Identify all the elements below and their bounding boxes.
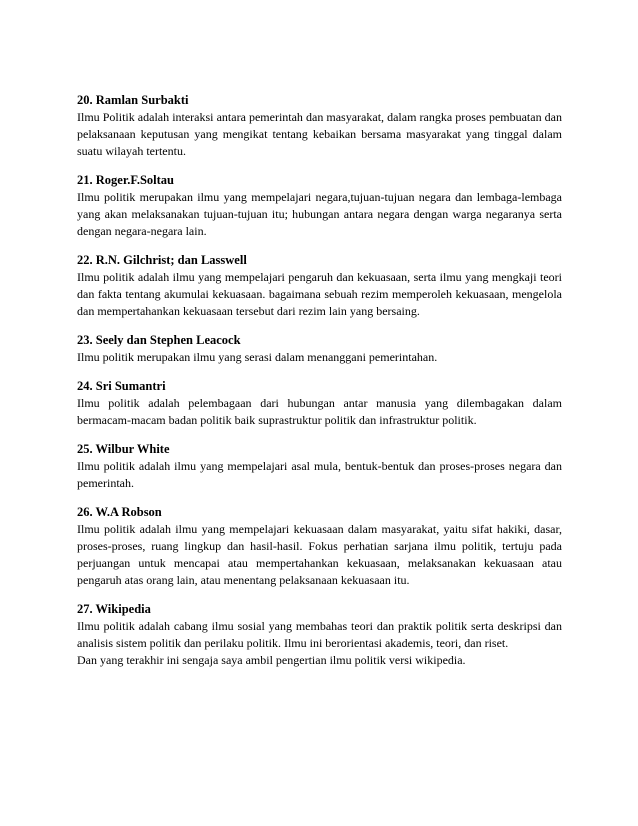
entry-body: Ilmu politik adalah ilmu yang mempelajari pengaruh dan kekuasaan, serta ilmu yang mengkaji teori dan fakta tentang akumulai kekuasaan. bagaimana sebuah rezim memperoleh kekuasaan, mengelola dan mempertahankan kekuasaan tersebut dari rezim lain yang bersaing.	[77, 270, 562, 318]
document-page	[77, 92, 562, 681]
entry-body: Ilmu politik adalah ilmu yang mempelajari kekuasaan dalam masyarakat, yaitu sifat hakiki, dasar, proses-proses, ruang lingkup dan hasil-hasil. Fokus perhatian sarjana ilmu politik, tertuju pada perjuangan untuk mencapai atau mempertahankan kekuasaan, melaksanakan kekuasaan atau pengaruh atas orang lain, atau menentang pelaksanaan kekuasaan itu.	[77, 522, 562, 587]
entry-ramlan-surbakti	[77, 92, 562, 160]
entry-roger-soltau	[77, 172, 562, 240]
entry-body: Ilmu politik adalah cabang ilmu sosial yang membahas teori dan praktik politik serta deskripsi dan analisis sistem politik dan perilaku politik. Ilmu ini berorientasi akademis, teori, dan riset.	[77, 619, 562, 650]
entry-body: Ilmu politik merupakan ilmu yang mempelajari negara,tujuan-tujuan negara dan lembaga-lembaga yang akan melaksanakan tujuan-tujuan itu; hubungan antara negara dengan warga negaranya serta dengan negara-negara lain.	[77, 190, 562, 238]
entry-seely-leacock	[77, 332, 562, 366]
entry-title: 20. Ramlan Surbakti	[77, 93, 189, 107]
entry-body: Ilmu politik adalah pelembagaan dari hubungan antar manusia yang dilembagakan dalam bermacam-macam badan politik baik suprastruktur politik dan infrastruktur politik.	[77, 396, 562, 427]
entry-wilbur-white	[77, 441, 562, 492]
entry-body: Ilmu politik merupakan ilmu yang serasi dalam menanggani pemerintahan.	[77, 350, 438, 364]
entry-body: Ilmu Politik adalah interaksi antara pemerintah dan masyarakat, dalam rangka proses pembuatan dan pelaksanaan keputusan yang mengikat tentang kebaikan bersama masyarakat yang tinggal dalam suatu wilayah tertentu.	[77, 110, 562, 158]
entry-wikipedia	[77, 601, 562, 669]
closing-note: Dan yang terakhir ini sengaja saya ambil pengertian ilmu politik versi wikipedia.	[77, 653, 466, 667]
entry-title: 27. Wikipedia	[77, 602, 151, 616]
entry-title: 21. Roger.F.Soltau	[77, 173, 175, 187]
entry-title: 25. Wilbur White	[77, 442, 170, 456]
entry-title: 24. Sri Sumantri	[77, 379, 166, 393]
entry-title: 26. W.A Robson	[77, 505, 162, 519]
entry-gilchrist-lasswell	[77, 252, 562, 320]
entry-body: Ilmu politik adalah ilmu yang mempelajari asal mula, bentuk-bentuk dan proses-proses negara dan pemerintah.	[77, 459, 562, 490]
entry-sri-sumantri	[77, 378, 562, 429]
entry-wa-robson	[77, 504, 562, 589]
entry-title: 23. Seely dan Stephen Leacock	[77, 333, 241, 347]
entry-title: 22. R.N. Gilchrist; dan Lasswell	[77, 253, 247, 267]
